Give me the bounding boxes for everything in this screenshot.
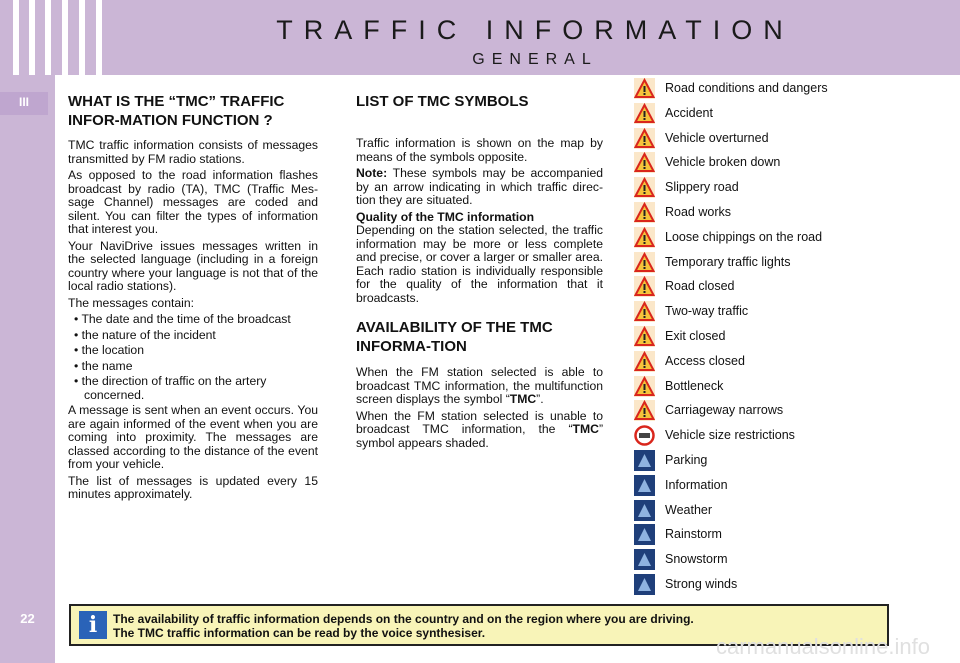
slippery-road-icon: [634, 177, 655, 198]
loose-chippings-icon: [634, 227, 655, 248]
message-contents-list: [68, 313, 318, 402]
symbol-label: Parking: [665, 453, 708, 467]
parking-icon: [634, 450, 655, 471]
vehicle-size-restrictions-icon: [634, 425, 655, 446]
symbol-label: Access closed: [665, 353, 745, 368]
symbol-label: Vehicle broken down: [665, 155, 781, 170]
information-icon: [634, 475, 655, 496]
symbol-label: Bottleneck: [665, 378, 724, 393]
symbol-label: Rainstorm: [665, 527, 722, 542]
symbol-label: Exit closed: [665, 329, 726, 343]
header-stripe: [96, 0, 102, 75]
symbol-label: Weather: [665, 502, 713, 517]
vehicle-overturned-icon: [634, 128, 655, 149]
paragraph: Traffic information is shown on the map by means of the symbols opposite.: [356, 136, 603, 164]
note-paragraph: [356, 167, 603, 208]
header-stripe: [79, 0, 85, 75]
quality-heading: Quality of the TMC information: [356, 209, 535, 224]
note-label: Note:: [356, 166, 388, 180]
symbol-label: Strong winds: [665, 577, 738, 591]
page-title: TRAFFIC INFORMATION: [276, 15, 794, 45]
paragraph: TMC traffic information consists of messages transmitted by FM radio stations.: [68, 138, 318, 166]
section-heading: WHAT IS THE “TMC” TRAFFIC INFOR-MATION FUNCTION ?: [68, 93, 285, 129]
paragraph: The messages contain:: [68, 295, 195, 310]
carriageway-narrows-icon: [634, 400, 655, 421]
paragraph: A message is sent when an event occurs. You are again informed of the event when you are coming into proximity. The messages are classed according to the distance of the event from your vehicle.: [68, 403, 318, 471]
section-heading: LIST OF TMC SYMBOLS: [356, 93, 529, 110]
symbol-label: Vehicle size restrictions: [665, 428, 795, 443]
symbol-label: Loose chippings on the road: [665, 229, 823, 244]
what-is-tmc-section: [68, 92, 318, 505]
symbol-label: Snowstorm: [665, 552, 728, 567]
symbol-label: Two-way traffic: [665, 304, 749, 319]
bottleneck-icon: [634, 376, 655, 397]
list-item: • the location: [68, 344, 318, 358]
symbol-label: Slippery road: [665, 180, 739, 195]
tmc-symbols-section: [356, 92, 603, 308]
traffic-lights-icon: [634, 252, 655, 273]
paragraph: Your NaviDrive issues messages written in the selected language (including in a foreign country where your language is not that of the local radio stations).: [68, 238, 318, 293]
page-subtitle: GENERAL: [472, 51, 598, 68]
watermark: carmanualsonline.info: [715, 634, 930, 659]
sidebar: [0, 75, 55, 663]
two-way-traffic-icon: [634, 301, 655, 322]
list-item: • The date and the time of the broadcast: [68, 313, 318, 327]
symbol-label: Vehicle overturned: [665, 130, 769, 145]
strong-winds-icon: [634, 574, 655, 595]
list-item: • the nature of the incident: [68, 329, 318, 343]
access-closed-icon: [634, 351, 655, 372]
symbol-label: Road conditions and dangers: [665, 81, 828, 95]
accident-icon: [634, 103, 655, 124]
info-icon: i: [79, 611, 107, 639]
symbol-label: Accident: [665, 105, 713, 120]
header-stripe: [45, 0, 51, 75]
header-stripe: [13, 0, 19, 75]
chapter-number: III: [18, 95, 29, 109]
rainstorm-icon: [634, 524, 655, 545]
paragraph: As opposed to the road information flashes broadcast by radio (TA), TMC (Traffic Mes-sage Channel) messages are coded and silent. You can filter the types of information that interest you.: [68, 168, 318, 236]
page-number: 22: [20, 611, 35, 626]
note-text: The availability of traffic information depends on the country and on the region where you are driving. The TMC traffic information can be read by the voice synthesiser.: [113, 612, 694, 640]
header-stripe: [62, 0, 68, 75]
list-item: • the name: [68, 360, 318, 374]
weather-icon: [634, 500, 655, 521]
header-stripe: [29, 0, 35, 75]
paragraph: The list of messages is updated every 15 minutes approximately.: [68, 473, 318, 501]
snowstorm-icon: [634, 549, 655, 570]
road-works-icon: [634, 202, 655, 223]
vehicle-broken-down-icon: [634, 152, 655, 173]
symbol-label: Information: [665, 477, 728, 492]
note-text: These symbols may be accompanied by an arrow indicating in which traffic direc-tion they are situated.: [356, 166, 603, 207]
paragraph: Depending on the station selected, the traffic information may be more or less complete and precise, or cover a larger or smaller area. Each radio station is individually responsible for the quality of the information that it broadcasts.: [356, 223, 603, 305]
section-heading: AVAILABILITY OF THE TMC INFORMA-TION: [356, 319, 553, 355]
symbol-label: Road closed: [665, 279, 735, 294]
symbol-label: Road works: [665, 205, 731, 219]
page-header: [0, 0, 960, 75]
symbol-label: Carriageway narrows: [665, 403, 784, 418]
exclamation-warning-icon: [634, 78, 655, 99]
paragraph: When the FM station selected is able to broadcast TMC information, the multifunction screen displays the symbol “TMC”.: [356, 365, 603, 406]
symbol-label: Temporary traffic lights: [665, 254, 791, 269]
list-item: • the direction of traffic on the artery concerned.: [68, 375, 318, 402]
road-closed-icon: [634, 276, 655, 297]
paragraph: When the FM station selected is unable to broadcast TMC information, the “TMC” symbol appears shaded.: [356, 408, 603, 450]
tmc-availability-section: [356, 318, 603, 453]
exit-closed-icon: [634, 326, 655, 347]
